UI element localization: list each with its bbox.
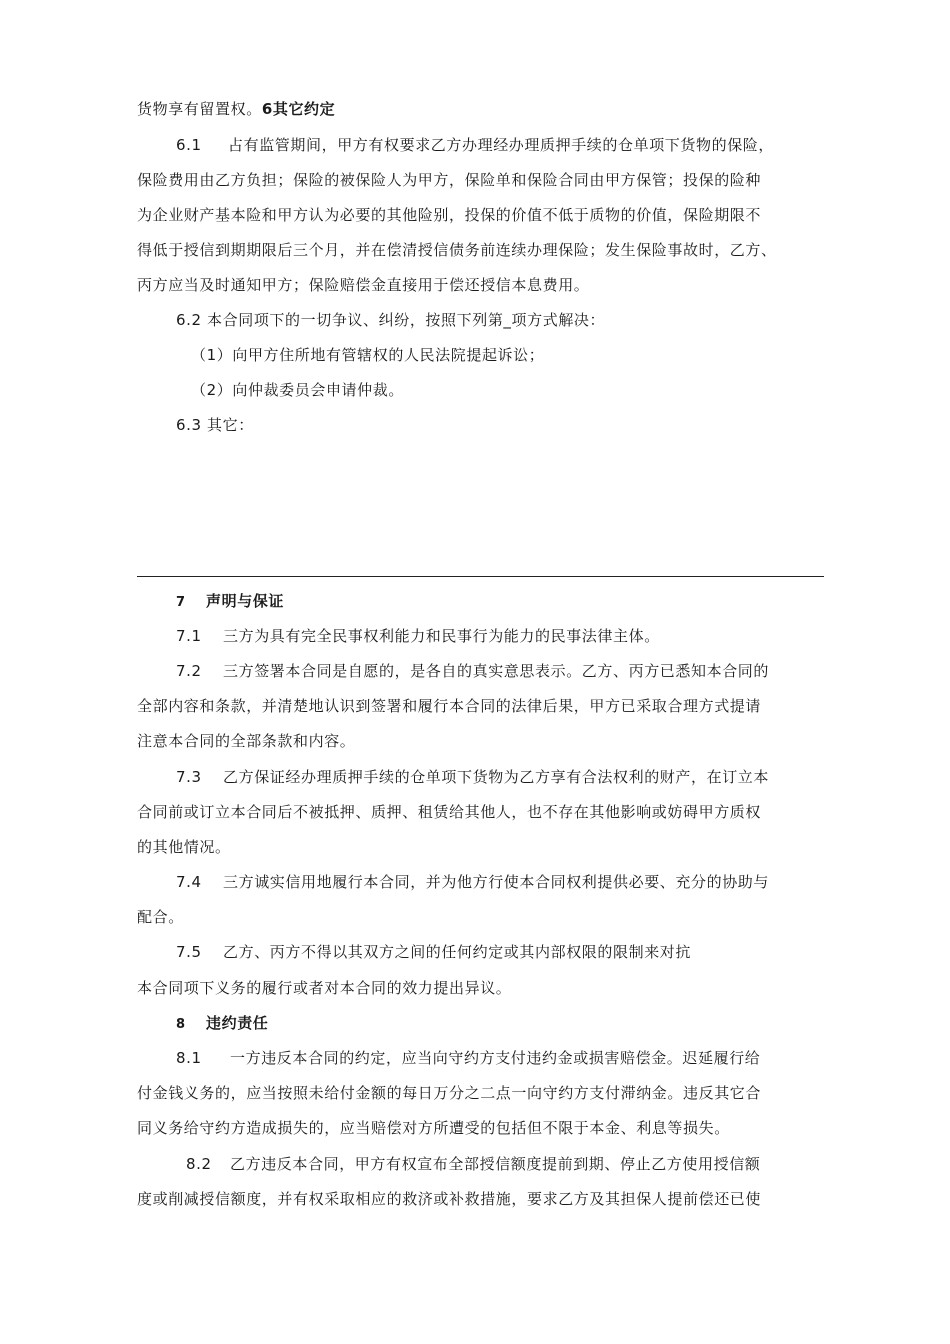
section-heading-8 xyxy=(176,1013,268,1035)
clause-number: 7.5 xyxy=(176,943,202,961)
clause-number: 7.4 xyxy=(176,873,202,891)
paragraph-8-1-line-3: 同义务给守约方造成损失的，应当赔偿对方所遭受的包括但不限于本金、利息等损失。 xyxy=(137,1119,730,1137)
paragraph-7-4-line-2: 配合。 xyxy=(137,908,184,926)
clause-text: 三方为具有完全民事权利能力和民事行为能力的民事法律主体。 xyxy=(223,627,660,645)
paragraph-7-2-line-1 xyxy=(176,661,769,681)
paragraph-8-2-line-2: 度或削减授信额度，并有权采取相应的救济或补救措施，要求乙方及其担保人提前偿还已使 xyxy=(137,1190,762,1208)
clause-text: 乙方保证经办理质押手续的仓单项下货物为乙方享有合法权利的财产，在订立本 xyxy=(223,768,770,786)
clause-number: 7.1 xyxy=(176,627,202,645)
paragraph-7-4-line-1 xyxy=(176,872,769,892)
paragraph-7-3-line-2: 合同前或订立本合同后不被抵押、质押、租赁给其他人，也不存在其他影响或妨碍甲方质权 xyxy=(137,803,762,821)
clause-text: 三方签署本合同是自愿的，是各自的真实意思表示。乙方、丙方已悉知本合同的 xyxy=(223,662,770,680)
paragraph-6-1-line-2: 保险费用由乙方负担；保险的被保险人为甲方，保险单和保险合同由甲方保管；投保的险种 xyxy=(137,171,762,189)
clause-text: 占有监管期间，甲方有权要求乙方办理经办理质押手续的仓单项下货物的保险， xyxy=(228,136,775,154)
clause-text: 乙方、丙方不得以其双方之间的任何约定或其内部权限的限制来对抗 xyxy=(223,943,692,961)
option-1: （1）向甲方住所地有管辖权的人民法院提起诉讼； xyxy=(191,346,545,364)
clause-number: 7.2 xyxy=(176,662,202,680)
clause-text: 三方诚实信用地履行本合同，并为他方行使本合同权利提供必要、充分的协助与 xyxy=(223,873,770,891)
clause-text: 一方违反本合同的约定，应当向守约方支付违约金或损害赔偿金。迟延履行给 xyxy=(230,1049,761,1067)
divider-line xyxy=(137,576,824,577)
paragraph-7-2-line-3: 注意本合同的全部条款和内容。 xyxy=(137,732,356,750)
clause-number: 7.3 xyxy=(176,768,202,786)
paragraph-7-2-line-2: 全部内容和条款，并清楚地认识到签署和履行本合同的法律后果，甲方已采取合理方式提请 xyxy=(137,697,762,715)
clause-number: 8.2 xyxy=(186,1155,212,1173)
option-2: （2）向仲裁委员会申请仲裁。 xyxy=(191,381,404,399)
paragraph-8-2-line-1 xyxy=(186,1154,760,1174)
paragraph-7-1 xyxy=(176,626,660,646)
section-heading-7 xyxy=(176,591,284,613)
clause-text: 乙方违反本合同，甲方有权宣布全部授信额度提前到期、停止乙方使用授信额 xyxy=(230,1155,761,1173)
section-number: 7 xyxy=(176,595,186,610)
section-heading-6: 6其它约定 xyxy=(261,100,336,118)
paragraph-7-5-line-2: 本合同项下义务的履行或者对本合同的效力提出异议。 xyxy=(137,979,512,997)
paragraph-7-3-line-3: 的其他情况。 xyxy=(137,838,231,856)
clause-number: 8.1 xyxy=(176,1049,202,1067)
text-line xyxy=(137,99,335,119)
paragraph-8-1-line-1 xyxy=(176,1048,760,1068)
paragraph-6-1-line-3: 为企业财产基本险和甲方认为必要的其他险别，投保的价值不低于质物的价值，保险期限不 xyxy=(137,206,762,224)
paragraph-6-1-line-4: 得低于授信到期期限后三个月，并在偿清授信债务前连续办理保险；发生保险事故时，乙方、 xyxy=(137,241,777,259)
paragraph-7-3-line-1 xyxy=(176,767,769,787)
section-title: 声明与保证 xyxy=(206,592,285,610)
paragraph-7-5-line-1 xyxy=(176,942,691,962)
paragraph-6-1-line-5: 丙方应当及时通知甲方；保险赔偿金直接用于偿还授信本息费用。 xyxy=(137,276,590,294)
paragraph-8-1-line-2: 付金钱义务的，应当按照未给付金额的每日万分之二点一向守约方支付滞纳金。违反其它合 xyxy=(137,1084,762,1102)
paragraph-6-3: 6.3 其它： xyxy=(176,416,254,434)
section-title: 违约责任 xyxy=(206,1014,269,1032)
paragraph-6-1-line-1 xyxy=(176,135,774,155)
clause-number: 6.1 xyxy=(176,136,202,154)
section-number: 8 xyxy=(176,1017,186,1032)
text-fragment: 货物享有留置权。 xyxy=(137,100,262,118)
paragraph-6-2: 6.2 本合同项下的一切争议、纠纷，按照下列第_项方式解决： xyxy=(176,311,606,329)
